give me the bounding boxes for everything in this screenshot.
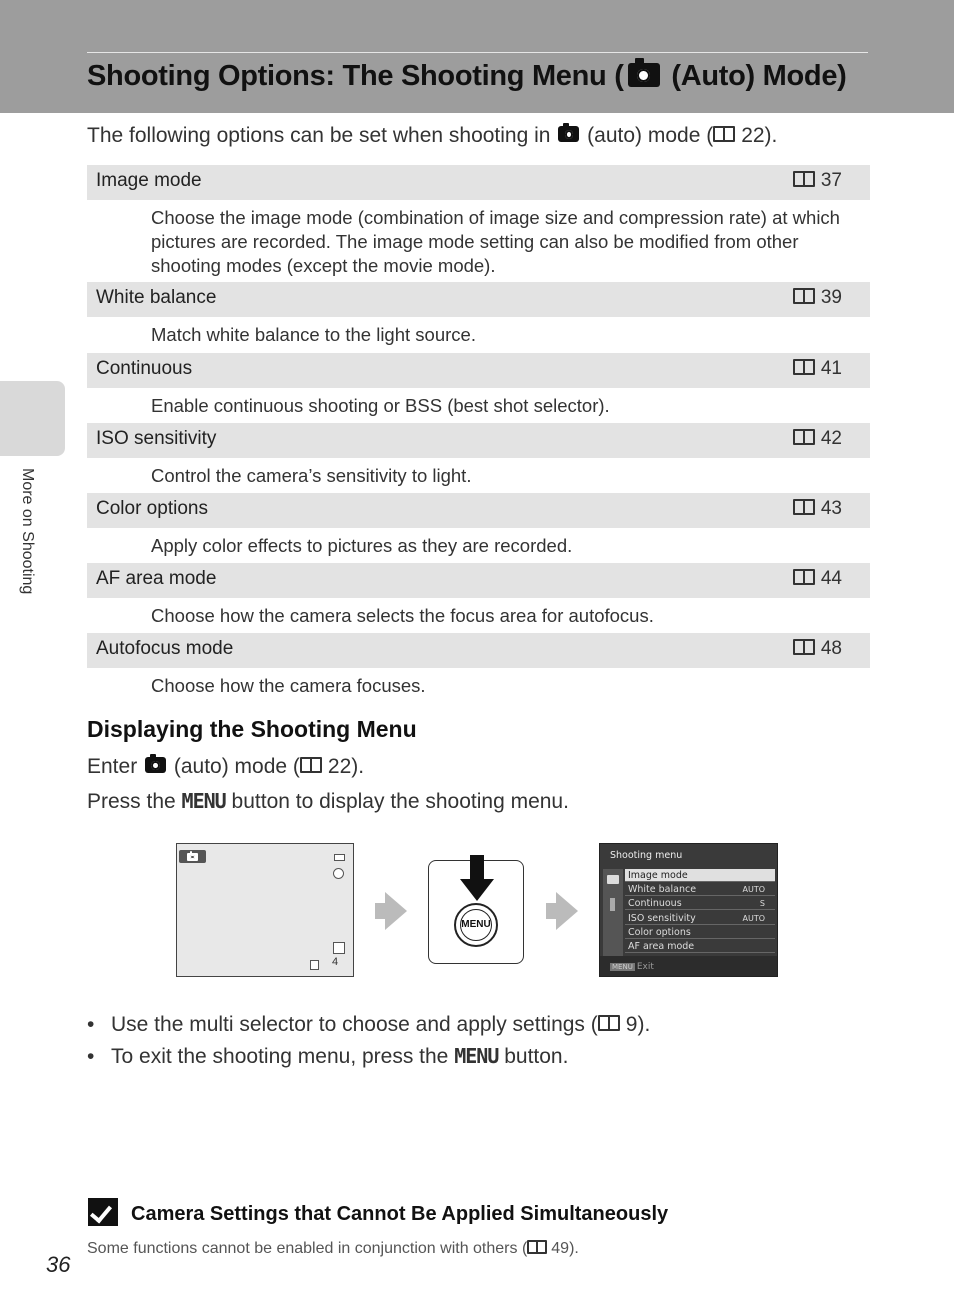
option-page-ref: 44 xyxy=(793,568,842,590)
bullet-multi-selector: • Use the multi selector to choose and apply settings ( 9). xyxy=(87,1013,651,1036)
step-press-menu: Press the MENU button to display the shooting menu. xyxy=(87,789,569,813)
menu-button: MENU xyxy=(454,903,498,947)
camera-icon xyxy=(558,126,579,142)
book-reference-icon xyxy=(793,429,815,445)
option-row-af-area-mode: AF area mode 44 xyxy=(87,563,870,598)
option-page-ref: 41 xyxy=(793,358,842,380)
menu-row-continuous: Continuous S xyxy=(625,897,775,910)
menu-row-af-area-mode: AF area mode xyxy=(625,940,775,953)
option-description: Choose how the camera focuses. xyxy=(151,675,426,696)
option-description: Choose how the camera selects the focus area for autofocus. xyxy=(151,605,654,626)
page-title: Shooting Options: The Shooting Menu ( (Auto) Mode) xyxy=(87,60,847,92)
menu-exit-hint: MENU Exit xyxy=(612,962,654,972)
book-reference-icon xyxy=(793,288,815,304)
menu-row-color-options: Color options xyxy=(625,926,775,939)
option-page-ref: 37 xyxy=(793,170,842,192)
option-description: Control the camera’s sensitivity to light. xyxy=(151,465,472,486)
menu-row-iso-sensitivity: ISO sensitivity AUTO xyxy=(625,912,775,925)
option-row-iso-sensitivity: ISO sensitivity 42 xyxy=(87,423,870,458)
auto-mode-badge xyxy=(179,850,206,863)
section-title: Displaying the Shooting Menu xyxy=(87,716,417,742)
menu-row-white-balance: White balance AUTO xyxy=(625,883,775,896)
menu-row-image-mode: Image mode xyxy=(625,869,775,882)
book-reference-icon xyxy=(793,171,815,187)
menu-button-glyph: MENU xyxy=(181,789,226,813)
image-mode-icon xyxy=(333,942,345,954)
exposures-remaining: 4 xyxy=(332,956,339,968)
book-reference-icon xyxy=(793,569,815,585)
book-reference-icon xyxy=(793,499,815,515)
option-description: Apply color effects to pictures as they are recorded. xyxy=(151,535,573,556)
press-arrow-icon xyxy=(470,855,484,881)
option-page-ref: 42 xyxy=(793,428,842,450)
option-row-color-options: Color options 43 xyxy=(87,493,870,528)
option-page-ref: 39 xyxy=(793,287,842,309)
page-number: 36 xyxy=(46,1252,71,1277)
book-reference-icon xyxy=(527,1240,547,1254)
wrench-icon xyxy=(610,898,615,911)
checkmark-note-icon xyxy=(88,1198,118,1226)
camera-icon xyxy=(607,875,619,884)
option-page-ref: 43 xyxy=(793,498,842,520)
vibration-reduction-icon xyxy=(333,868,344,879)
option-description: Match white balance to the light source. xyxy=(151,324,476,345)
option-page-ref: 48 xyxy=(793,638,842,660)
camera-icon xyxy=(187,853,198,861)
header-rule xyxy=(87,52,868,53)
step-enter-auto-mode: Enter (auto) mode ( 22). xyxy=(87,755,365,778)
intro-text: The following options can be set when shooting in (auto) mode ( 22). xyxy=(87,124,778,147)
arrow-right-icon xyxy=(556,892,578,930)
book-reference-icon xyxy=(793,639,815,655)
press-arrow-head-icon xyxy=(460,879,494,901)
option-row-autofocus-mode: Autofocus mode 48 xyxy=(87,633,870,668)
book-reference-icon xyxy=(300,757,322,773)
camera-icon xyxy=(628,63,660,87)
bullet-exit-menu: • To exit the shooting menu, press the MENU button. xyxy=(87,1044,569,1068)
arrow-right-icon xyxy=(385,892,407,930)
book-reference-icon xyxy=(713,126,735,142)
menu-button-glyph: MENU xyxy=(454,1044,499,1068)
book-reference-icon xyxy=(598,1015,620,1031)
page-header-band xyxy=(0,0,954,113)
option-description: Enable continuous shooting or BSS (best shot selector). xyxy=(151,395,610,416)
book-reference-icon xyxy=(793,359,815,375)
option-row-image-mode: Image mode 37 xyxy=(87,165,870,200)
memory-icon xyxy=(310,960,319,970)
option-row-continuous: Continuous 41 xyxy=(87,353,870,388)
menu-tab-strip xyxy=(603,869,623,956)
camera-screen-live-view xyxy=(176,843,354,977)
camera-screen-shooting-menu: Shooting menu Image mode White balance AUTO Continuous S ISO sensitivity AUTO Color options AF area mode MENU Exit xyxy=(599,843,778,977)
camera-icon xyxy=(145,757,166,773)
battery-icon xyxy=(334,854,345,861)
option-row-white-balance: White balance 39 xyxy=(87,282,870,317)
option-description: Choose the image mode (combination of image size and compression rate) at which pictures are recorded. The image mode setting can also be modified from other shooting modes (except the movie mode). xyxy=(151,207,840,276)
side-tab xyxy=(0,381,65,456)
note-text: Some functions cannot be enabled in conjunction with others ( 49). xyxy=(87,1240,579,1257)
side-label: More on Shooting xyxy=(19,468,36,595)
note-title: Camera Settings that Cannot Be Applied Simultaneously xyxy=(131,1203,669,1225)
